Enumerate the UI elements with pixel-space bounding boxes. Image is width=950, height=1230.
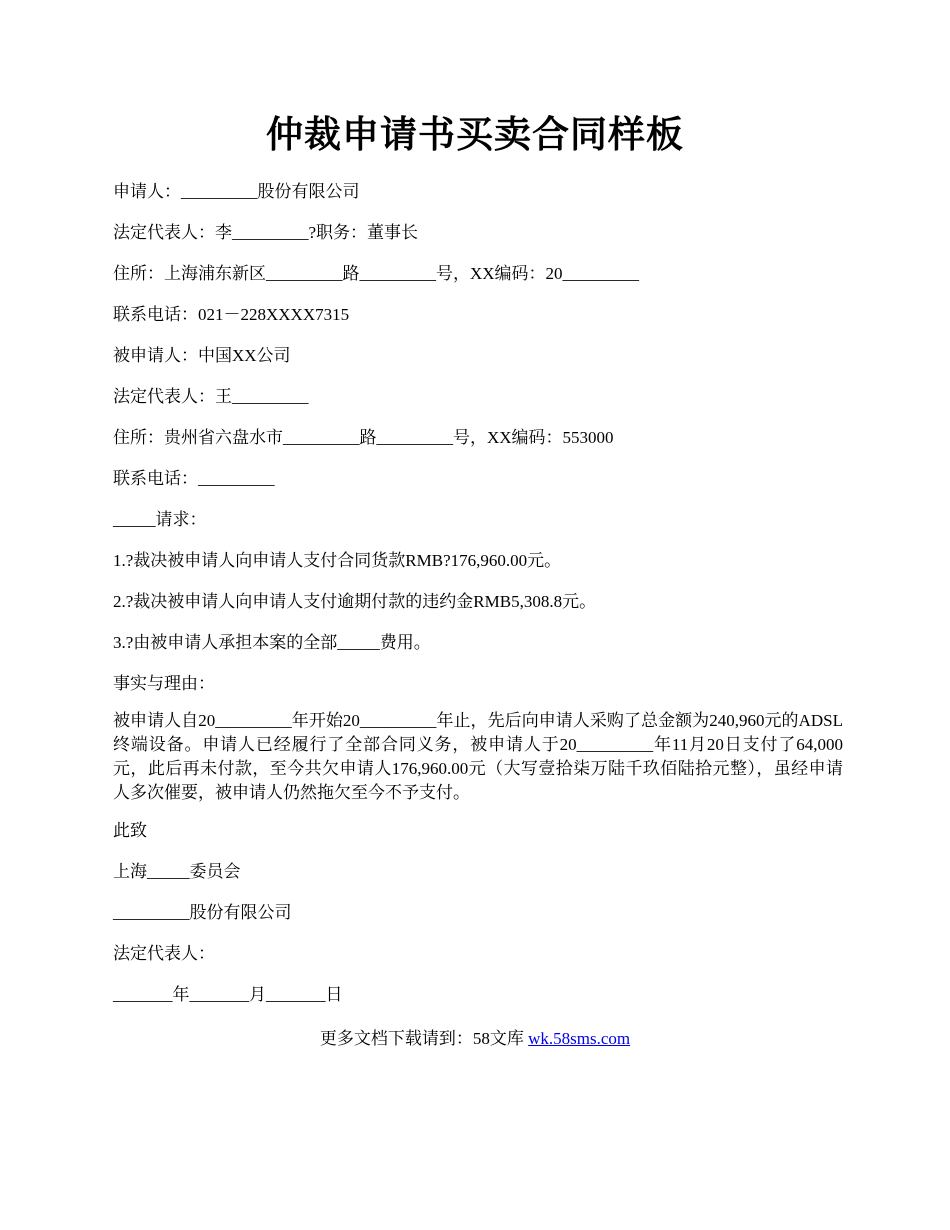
applicant-phone-line: 联系电话：021－228XXXX7315	[113, 305, 350, 324]
document-title: 仲裁申请书买卖合同样板	[266, 115, 684, 156]
signing-representative-line: 法定代表人：	[113, 944, 215, 963]
respondent-phone-line: 联系电话：_________	[113, 469, 275, 488]
facts-paragraph: 被申请人自20_________年开始20_________年止，先后向申请人采购了总金额为240,960元的ADSL终端设备。申请人已经履行了全部合同义务，被申请人于20_________年11月20日支付了64,000元，此后再未付款，至今共欠申请人176,960.00元（大写壹拾柒万陆千玖佰陆拾元整），虽经申请人多次催要，被申请人仍然拖欠至今不予支付。	[113, 711, 843, 802]
request-item-1: 1.?裁决被申请人向申请人支付合同货款RMB?176,960.00元。	[113, 551, 562, 570]
footer-link[interactable]: wk.58sms.com	[528, 1029, 631, 1048]
request-item-3: 3.?由被申请人承担本案的全部_____费用。	[113, 633, 431, 652]
applicant-line: 申请人：_________股份有限公司	[113, 182, 360, 201]
respondent-line: 被申请人：中国XX公司	[113, 346, 291, 365]
signing-company-line: _________股份有限公司	[113, 903, 292, 922]
download-footer	[0, 1025, 950, 1053]
date-line: _______年_______月_______日	[113, 985, 343, 1004]
committee-line: 上海_____委员会	[113, 862, 241, 881]
document-body	[113, 176, 843, 1020]
salutation-line: 此致	[113, 821, 147, 840]
respondent-representative-line: 法定代表人：王_________	[113, 387, 309, 406]
request-item-2: 2.?裁决被申请人向申请人支付逾期付款的违约金RMB5,308.8元。	[113, 592, 597, 611]
facts-heading: 事实与理由：	[113, 674, 215, 693]
applicant-address-line: 住所：上海浦东新区_________路_________号，XX编码：20_________	[113, 264, 640, 283]
footer-text: 更多文档下载请到：58文库	[319, 1029, 529, 1048]
requests-heading: _____请求：	[113, 510, 207, 529]
respondent-address-line: 住所：贵州省六盘水市_________路_________号，XX编码：553000	[113, 428, 614, 447]
applicant-representative-line: 法定代表人：李_________?职务：董事长	[113, 223, 419, 242]
